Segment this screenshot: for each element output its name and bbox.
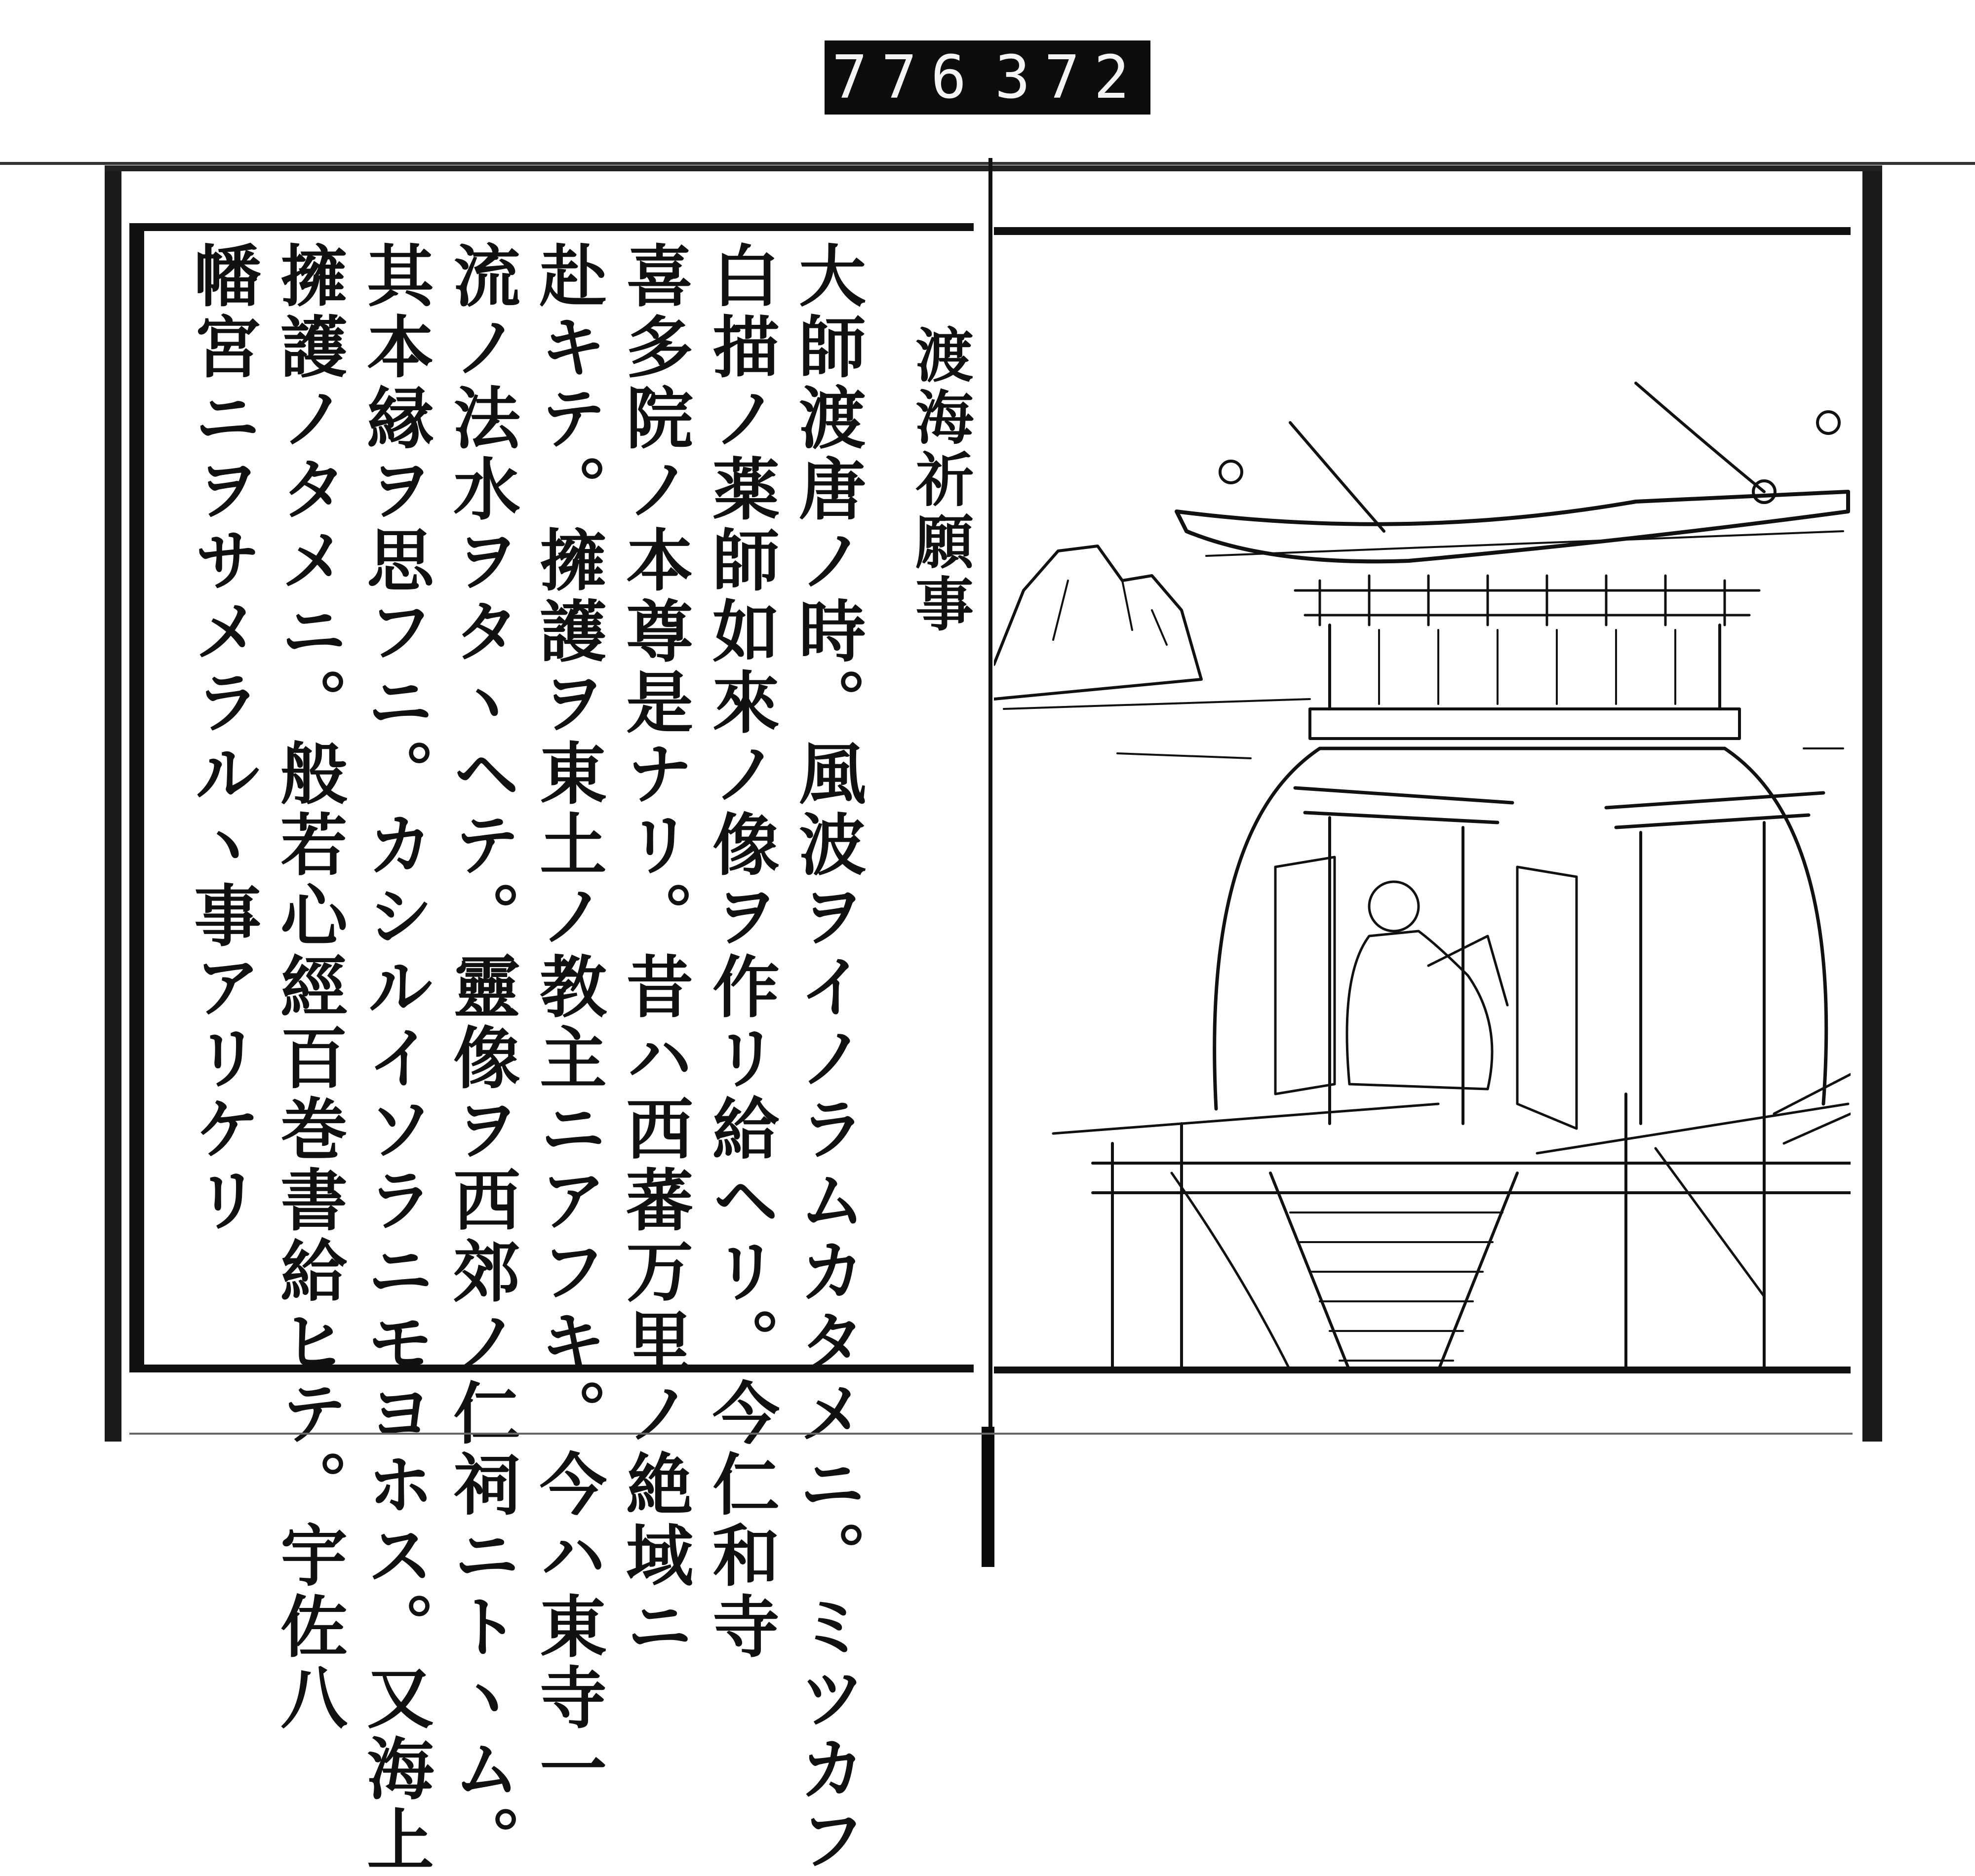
catalog-label — [825, 40, 1150, 115]
bottom-band — [129, 1373, 1853, 1435]
text-column: 白描ノ薬師如來ノ像ヲ作リ給ヘリ。今仁和寺 — [701, 241, 780, 1663]
illustration-page — [994, 227, 1851, 1373]
pavilion-roof — [1177, 492, 1848, 561]
text-column: 擁護ノタメニ。般若心經百巻書給ヒテ。宇佐八 — [269, 241, 348, 1734]
text-page — [129, 223, 974, 1876]
section-title: 渡海祈願事 — [906, 325, 974, 636]
text-column: 其本縁ヲ思フニ。カシルイソラニモヨホス。又海上 — [355, 241, 434, 1876]
text-column: 流ノ法水ヲタヽヘテ。靈像ヲ西郊ノ仁祠ニトヽム。 — [441, 241, 520, 1876]
text-column: 赴キテ。擁護ヲ東土ノ教主ニアフキ。今ハ東寺一 — [528, 241, 607, 1805]
text-column: 喜多院ノ本尊是ナリ。昔ハ西蕃万里ノ絶域ニ — [614, 241, 693, 1663]
frame-top — [105, 165, 1882, 171]
text-column: 大師渡唐ノ時。風波ヲイノラムカタメニ。ミツカフ — [787, 241, 866, 1876]
label-left: 776 — [831, 43, 981, 112]
stupa-dome — [1215, 748, 1826, 1109]
pavilion-illustration — [994, 235, 1851, 1381]
book-spine — [988, 158, 992, 1565]
monk-head — [1369, 882, 1419, 931]
rock-hill — [994, 546, 1201, 699]
label-right: 372 — [994, 43, 1144, 112]
text-column: 幡宮ニヲサメラルヽ事アリケリ — [182, 241, 261, 1236]
book-spine-dark — [982, 1427, 994, 1567]
top-rule — [0, 162, 1975, 165]
text-columns — [182, 241, 974, 1876]
monk-robe — [1347, 931, 1492, 1089]
balcony-deck — [1093, 1163, 1851, 1193]
